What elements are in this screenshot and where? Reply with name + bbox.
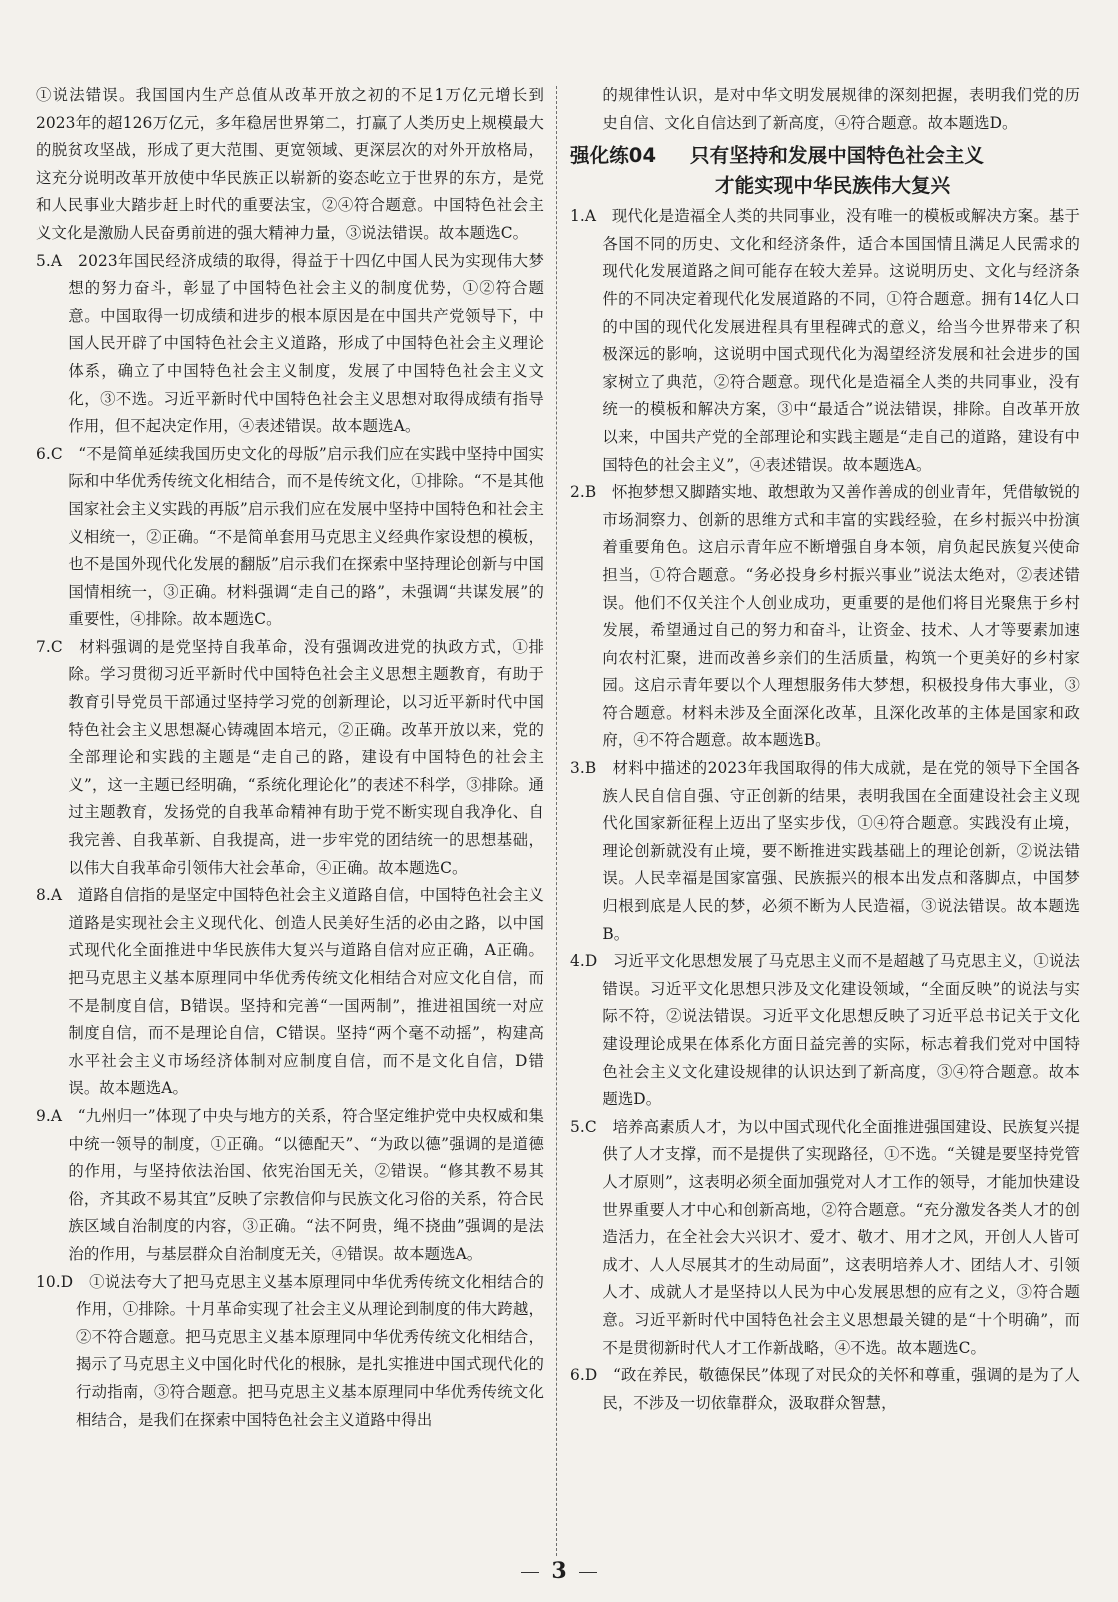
answer-9: 9.A “九州归一”体现了中央与地方的关系，符合坚定维护党中央权威和集中统一领导的制度，①正确。“以德配天”、“为政以德”强调的是道德的作用，与坚持依法治国、依宪治国无关，②错误。“修其教不易其俗，齐其政不易其宜”反映了宗教信仰与民族文化习俗的关系，符合民族区域自治制度的内容，③正确。“法不阿贵，绳不挠曲”强调的是法治的作用，与基层群众自治制度无关，④错误。故本题选A。	[36, 1106, 544, 1263]
section-title-line-1: 只有坚持和发展中国特色社会主义	[690, 144, 985, 168]
answer-10-continued: 的规律性认识，是对中华文明发展规律的深刻把握，表明我们党的历史自信、文化自信达到了新高度，④符合题意。故本题选D。	[602, 86, 1080, 132]
page-number	[0, 1558, 1118, 1584]
section-heading	[570, 141, 1080, 201]
answer-s4: 4.D 习近平文化思想发展了马克思主义而不是超越了马克思主义，①说法错误。习近平文化思想只涉及文化建设领域，“全面反映”的说法与实际不符，②说法错误。习近平文化思想反映了习近平总书记关于文化建设理论成果在体系化方面日益完善的实际，标志着我们党对中国特色社会主义文化建设规律的认识达到了新高度，③④符合题意。故本题选D。	[570, 952, 1080, 1109]
answer-7: 7.C 材料强调的是党坚持自我革命，没有强调改进党的执政方式，①排除。学习贯彻习近平新时代中国特色社会主义思想主题教育，有助于教育引导党员干部通过坚持学习党的创新理论，以习近平新时代中国特色社会主义思想凝心铸魂固本培元，②正确。改革开放以来，党的全部理论和实践的主题是“走自己的路，建设有中国特色的社会主义”，这一主题已经明确，“系统化理论化”的表述不科学，③排除。通过主题教育，发扬党的自我革命精神有助于党不断实现自我净化、自我完善、自我革新、自我提高，进一步牢党的团结统一的思想基础，以伟大自我革命引领伟大社会革命，④正确。故本题选C。	[36, 637, 544, 877]
column-divider	[556, 86, 557, 1556]
answer-6: 6.C “不是简单延续我国历史文化的母版”启示我们应在实践中坚持中国实际和中华优秀传统文化相结合，而不是传统文化，①排除。“不是其他国家社会主义实践的再版”启示我们应在发展中坚持中国特色和社会主义相统一，②正确。“不是简单套用马克思主义经典作家设想的模板，也不是国外现代化发展的翻版”启示我们在探索中坚持理论创新与中国国情相统一，③正确。材料强调“走自己的路”，未强调“共谋发展”的重要性，④排除。故本题选C。	[36, 444, 544, 629]
left-column	[36, 82, 544, 1434]
right-column	[570, 82, 1080, 1417]
answer-s2: 2.B 怀抱梦想又脚踏实地、敢想敢为又善作善成的创业青年，凭借敏锐的市场洞察力、创新的思维方式和丰富的实践经验，在乡村振兴中扮演着重要角色。这启示青年应不断增强自身本领，肩负起民族复兴使命担当，①符合题意。“务必投身乡村振兴事业”说法太绝对，②表述错误。他们不仅关注个人创业成功，更重要的是他们将目光聚焦于乡村发展，希望通过自己的努力和奋斗，让资金、技术、人才等要素加速向农村汇聚，进而改善乡亲们的生活质量，构筑一个更美好的乡村家园。这启示青年要以个人理想服务伟大梦想，积极投身伟大事业，③符合题意。材料未涉及全面深化改革，且深化改革的主体是国家和政府，④不符合题意。故本题选B。	[570, 483, 1080, 750]
answer-s3: 3.B 材料中描述的2023年我国取得的伟大成就，是在党的领导下全国各族人民自信自强、守正创新的结果，表明我国在全面建设社会主义现代化国家新征程上迈出了坚实步伐，①④符合题意。实践没有止境，理论创新就没有止境，要不断推进实践基础上的理论创新，②说法错误。人民幸福是国家富强、民族振兴的根本出发点和落脚点，中国梦归根到底是人民的梦，必须不断为人民造福，③说法错误。故本题选B。	[570, 759, 1080, 943]
section-label: 强化练04	[570, 144, 657, 168]
answer-10: 10.D ①说法夸大了把马克思主义基本原理同中华优秀传统文化相结合的作用，①排除。十月革命实现了社会主义从理论到制度的伟大跨越，②不符合题意。把马克思主义基本原理同中华优秀传统文化相结合，揭示了马克思主义中国化时代化的根脉，是扎实推进中国式现代化的行动指南，③符合题意。把马克思主义基本原理同中华优秀传统文化相结合，是我们在探索中国特色社会主义道路中得出	[36, 1272, 544, 1429]
answer-5: 5.A 2023年国民经济成绩的取得，得益于十四亿中国人民为实现伟大梦想的努力奋斗，彰显了中国特色社会主义的制度优势，①②符合题意。中国取得一切成绩和进步的根本原因是在中国共产党领导下，中国人民开辟了中国特色社会主义道路，形成了中国特色社会主义理论体系，确立了中国特色社会主义制度，发展了中国特色社会主义文化，③不选。习近平新时代中国特色社会主义思想对取得成绩有指导作用，但不起决定作用，④表述错误。故本题选A。	[36, 251, 544, 436]
answer-8: 8.A 道路自信指的是坚定中国特色社会主义道路自信，中国特色社会主义道路是实现社会主义现代化、创造人民美好生活的必由之路，以中国式现代化全面推进中华民族伟大复兴与道路自信对应正确，A正确。把马克思主义基本原理同中华优秀传统文化相结合对应文化自信，而不是制度自信，B错误。坚持和完善“一国两制”，推进祖国统一对应制度自信，而不是理论自信，C错误。坚持“两个毫不动摇”，构建高水平社会主义市场经济体制对应制度自信，而不是文化自信，D错误。故本题选A。	[36, 886, 544, 1098]
answer-s5: 5.C 培养高素质人才，为以中国式现代化全面推进强国建设、民族复兴提供了人才支撑，而不是提供了实现路径，①不选。“关键是要坚持党管人才原则”，这表明必须全面加强党对人才工作的领导，才能加快建设世界重要人才中心和创新高地，②符合题意。“充分激发各类人才的创造活力，在全社会大兴识才、爱才、敬才、用才之风，开创人人皆可成才、人人尽展其才的生动局面”，这表明培养人才、团结人才、引领人才、成就人才是坚持以人民为中心发展思想的应有之义，③符合题意。习近平新时代中国特色社会主义思想最关键的是“十个明确”，而不是贯彻新时代人才工作新战略，④不选。故本题选C。	[570, 1117, 1080, 1357]
page-number-dash-left	[521, 1572, 539, 1573]
answer-s1: 1.A 现代化是造福全人类的共同事业，没有唯一的模板或解决方案。基于各国不同的历史、文化和经济条件，适合本国国情且满足人民需求的现代化发展道路之间可能存在较大差异。这说明历史、文化与经济条件的不同决定着现代化发展道路的不同，①符合题意。拥有14亿人口的中国的现代化发展进程具有里程碑式的意义，给当今世界带来了积极深远的影响，这说明中国式现代化为渴望经济发展和社会进步的国家树立了典范，②符合题意。现代化是造福全人类的共同事业，没有统一的模板和解决方案，③中“最适合”说法错误，排除。自改革开放以来，中国共产党的全部理论和实践主题是“走自己的道路，建设有中国特色的社会主义”，④表述错误。故本题选A。	[570, 207, 1080, 474]
page-number-text: 3	[551, 1558, 567, 1584]
page-number-dash-right	[579, 1572, 597, 1573]
section-title-line-2: 才能实现中华民族伟大复兴	[715, 174, 951, 198]
answer-s6: 6.D “政在养民，敬德保民”体现了对民众的关怀和尊重，强调的是为了人民，不涉及一切依靠群众，汲取群众智慧，	[570, 1366, 1080, 1412]
answer-intro: ①说法错误。我国国内生产总值从改革开放之初的不足1万亿元增长到2023年的超126万亿元，多年稳居世界第二，打赢了人类历史上规模最大的脱贫攻坚战，形成了更大范围、更宽领域、更深层次的对外开放格局，这充分说明改革开放使中华民族正以崭新的姿态屹立于世界的东方，是党和人民事业大踏步赶上时代的重要法宝，②④符合题意。中国特色社会主义文化是激励人民奋勇前进的强大精神力量，③说法错误。故本题选C。	[36, 86, 544, 242]
